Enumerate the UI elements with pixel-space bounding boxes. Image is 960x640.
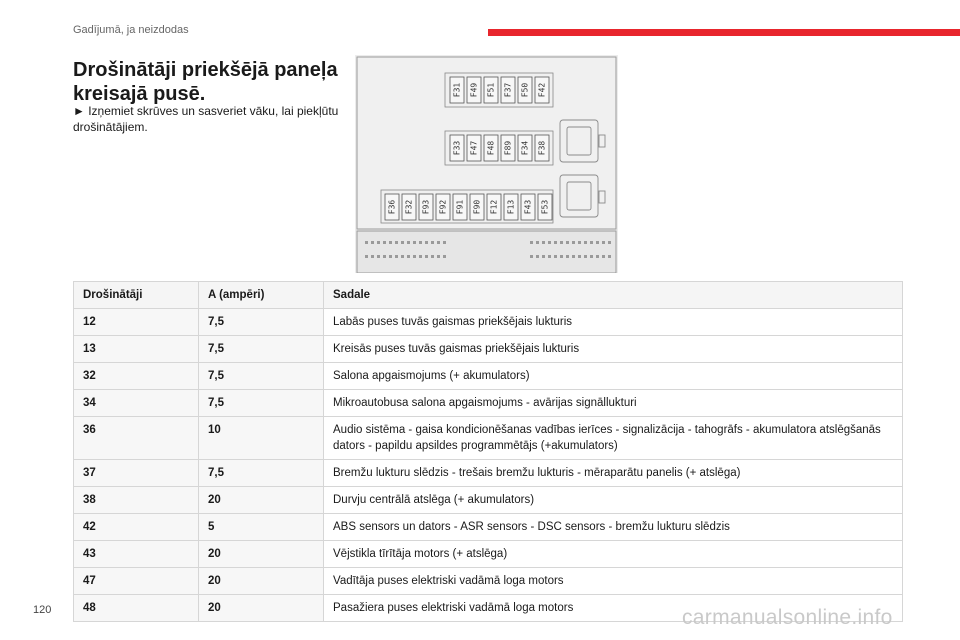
fuse-rating: 7,5 [199, 363, 324, 390]
fuse-f32 [402, 194, 416, 220]
fuse-rating: 20 [199, 595, 324, 622]
svg-text:F38: F38 [537, 140, 547, 156]
fuse-f38 [535, 135, 549, 161]
fuse-rating: 7,5 [199, 309, 324, 336]
page-number: 120 [33, 604, 52, 616]
fuse-f93 [419, 194, 433, 220]
fuse-number: 12 [74, 309, 199, 336]
svg-text:F90: F90 [472, 199, 482, 215]
table-row [74, 417, 903, 460]
fuse-number: 47 [74, 568, 199, 595]
fuse-allocation: Bremžu lukturu slēdzis - trešais bremžu lukturis - mēraparātu panelis (+ atslēga) [324, 460, 903, 487]
table-row [74, 390, 903, 417]
fuse-allocation: Labās puses tuvās gaismas priekšējais lukturis [324, 309, 903, 336]
svg-text:F33: F33 [452, 140, 462, 156]
svg-text:F36: F36 [387, 199, 397, 215]
svg-text:F93: F93 [421, 199, 431, 215]
fuse-number: 43 [74, 541, 199, 568]
svg-text:F50: F50 [520, 82, 530, 98]
svg-text:F51: F51 [486, 82, 496, 98]
svg-text:F37: F37 [503, 82, 513, 98]
fuse-f53 [538, 194, 552, 220]
header-fuse: Drošinātāji [74, 282, 199, 309]
fuse-rating: 5 [199, 514, 324, 541]
table-row [74, 363, 903, 390]
instruction-text: ► Izņemiet skrūves un sasveriet vāku, lai piekļūtu drošinātājiem. [73, 104, 339, 134]
fuse-f31 [450, 77, 464, 103]
fuse-f48 [484, 135, 498, 161]
fuse-f49 [467, 77, 481, 103]
fuse-f34 [518, 135, 532, 161]
header-ampere: A (ampēri) [199, 282, 324, 309]
fuse-allocation: Audio sistēma - gaisa kondicionēšanas vadības ierīces - signalizācija - tahogrāfs - akumulatora atslēgšanās dators - papildu apsildes programmētājs (+akumulators) [324, 417, 903, 460]
fuse-allocation: Vējstikla tīrītāja motors (+ atslēga) [324, 541, 903, 568]
svg-text:F42: F42 [537, 82, 547, 98]
table-row [74, 487, 903, 514]
svg-text:F12: F12 [489, 199, 499, 215]
fuse-allocation: Vadītāja puses elektriski vadāmā loga motors [324, 568, 903, 595]
fuse-f43 [521, 194, 535, 220]
fuse-number: 42 [74, 514, 199, 541]
fuse-rating: 20 [199, 568, 324, 595]
fuse-number: 37 [74, 460, 199, 487]
table-row [74, 568, 903, 595]
section-title: Drošinātāji priekšējā paneļa kreisajā pusē. [73, 59, 338, 105]
fuse-allocation: Salona apgaismojums (+ akumulators) [324, 363, 903, 390]
svg-text:F34: F34 [520, 140, 530, 156]
fuse-rating: 7,5 [199, 460, 324, 487]
fuse-rating: 20 [199, 487, 324, 514]
fuse-f51 [484, 77, 498, 103]
fuse-rating: 10 [199, 417, 324, 460]
svg-text:F92: F92 [438, 199, 448, 215]
header-accent-bar [488, 29, 960, 36]
fuse-number: 48 [74, 595, 199, 622]
fuse-f12 [487, 194, 501, 220]
fuse-f47 [467, 135, 481, 161]
fuse-number: 34 [74, 390, 199, 417]
svg-text:F91: F91 [455, 199, 465, 215]
fuse-f33 [450, 135, 464, 161]
svg-text:F49: F49 [469, 82, 479, 98]
fuse-f37 [501, 77, 515, 103]
fuse-table [73, 281, 903, 622]
table-row [74, 336, 903, 363]
svg-text:F13: F13 [506, 199, 516, 215]
fuse-allocation: ABS sensors un dators - ASR sensors - DSC sensors - bremžu lukturu slēdzis [324, 514, 903, 541]
fuse-f89 [501, 135, 515, 161]
svg-text:F47: F47 [469, 140, 479, 156]
fuse-allocation: Durvju centrālā atslēga (+ akumulators) [324, 487, 903, 514]
fuse-allocation: Mikroautobusa salona apgaismojums - avārijas signāllukturi [324, 390, 903, 417]
fuse-f92 [436, 194, 450, 220]
fuse-rating: 20 [199, 541, 324, 568]
fuse-f13 [504, 194, 518, 220]
fuse-box-diagram [355, 55, 618, 273]
svg-text:F31: F31 [452, 82, 462, 98]
fuse-rating: 7,5 [199, 390, 324, 417]
fuse-f90 [470, 194, 484, 220]
fuse-allocation: Kreisās puses tuvās gaismas priekšējais lukturis [324, 336, 903, 363]
table-row [74, 309, 903, 336]
svg-text:F89: F89 [503, 140, 513, 156]
watermark: carmanualsonline.info [682, 606, 893, 629]
running-header: Gadījumā, ja neizdodas [73, 24, 189, 36]
fuse-number: 38 [74, 487, 199, 514]
fuse-number: 36 [74, 417, 199, 460]
svg-text:F48: F48 [486, 140, 496, 156]
svg-text:F53: F53 [540, 199, 550, 215]
fuse-allocation: Pasažiera puses elektriski vadāmā loga motors [324, 595, 903, 622]
fuse-rating: 7,5 [199, 336, 324, 363]
fuse-f36 [385, 194, 399, 220]
table-row [74, 514, 903, 541]
fuse-f50 [518, 77, 532, 103]
svg-text:F32: F32 [404, 199, 414, 215]
fuse-f91 [453, 194, 467, 220]
svg-text:F43: F43 [523, 199, 533, 215]
fuse-number: 32 [74, 363, 199, 390]
fuse-f42 [535, 77, 549, 103]
table-row [74, 541, 903, 568]
header-allocation: Sadale [324, 282, 903, 309]
fuse-number: 13 [74, 336, 199, 363]
table-row [74, 460, 903, 487]
